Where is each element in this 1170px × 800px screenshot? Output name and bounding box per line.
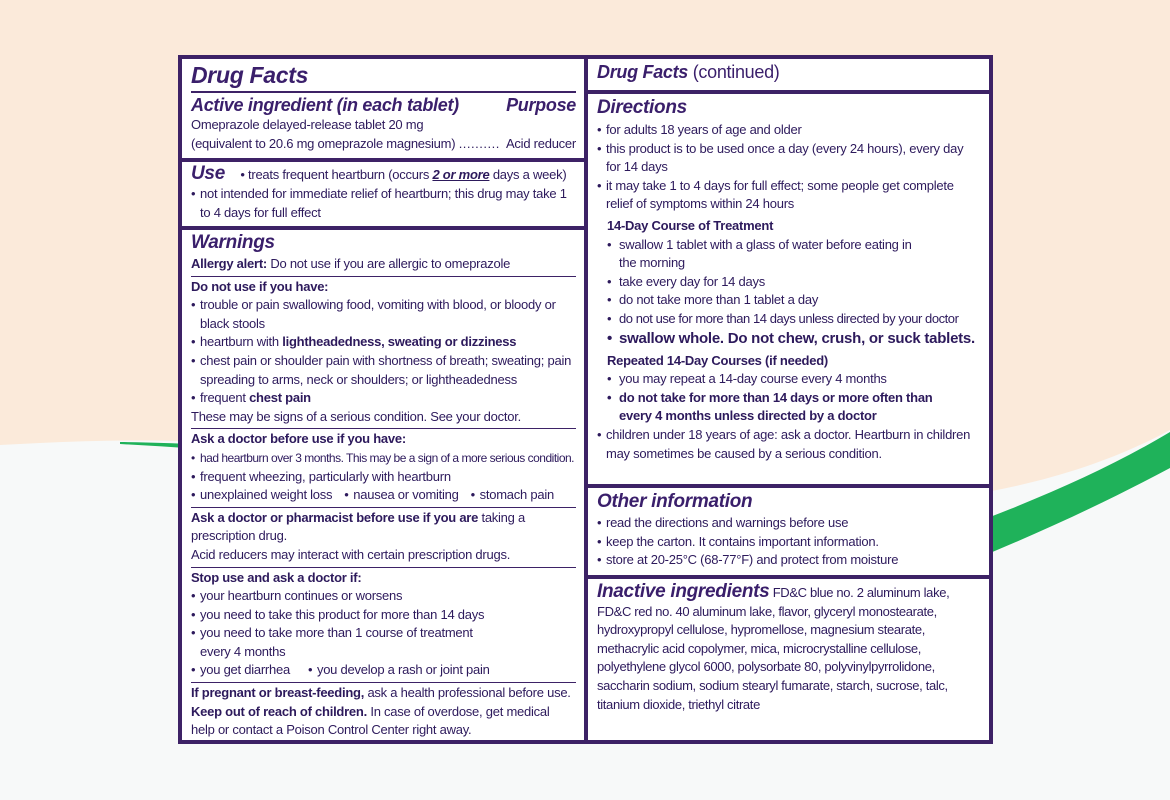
directions-item: • for adults 18 years of age and older xyxy=(597,121,981,140)
drug-facts-label xyxy=(178,55,993,744)
ask-pharmacist-note: Acid reducers may interact with certain prescription drugs. xyxy=(191,546,511,562)
left-column xyxy=(182,59,584,740)
use-item-2: • not intended for immediate relief of heartburn; this drug may take 1 to 4 days for full effect xyxy=(191,185,576,222)
continued-label: (continued) xyxy=(688,62,780,82)
divider xyxy=(191,428,576,429)
purpose-value: Acid reducer xyxy=(506,135,576,151)
use-panel: Use • treats frequent heartburn (occurs 2 or more days a week) • not intended for immediate relief of heartburn; this drug may take 1 to 4 days for full effect xyxy=(182,162,584,226)
course-item: • swallow 1 tablet with a glass of water before eating in the morning xyxy=(607,236,981,273)
directions-heading: Directions xyxy=(597,97,687,118)
active-ingredient-line2: (equivalent to 20.6 mg omeprazole magnesium) xyxy=(191,135,456,151)
use-heading: Use xyxy=(191,163,225,184)
allergy-alert: Allergy alert: Do not use if you are allergic to omeprazole xyxy=(191,256,511,271)
ask-doctor-item: • stomach pain xyxy=(471,486,554,505)
pregnancy-warning: If pregnant or breast-feeding, ask a health professional before use. xyxy=(191,685,571,701)
use-item-1: treats frequent heartburn (occurs 2 or more days a week) xyxy=(248,167,567,182)
course-item: • do not use for more than 14 days unless directed by your doctor xyxy=(607,310,981,329)
divider xyxy=(191,682,576,683)
stop-use-heading: Stop use and ask a doctor if: xyxy=(191,569,362,585)
inactive-ingredients: Inactive ingredients FD&C blue no. 2 aluminum lake, FD&C red no. 40 aluminum lake, flavor, glyceryl monostearate, hydroxypropyl cellulose, hypromellose, magnesium stearate, methacrylic acid copolymer, mica, microcrystalline cellulose, polyethylene glycol 6000, polysorbate 80, polyvinylpyrrolidone, saccharin sodium, sodium stearyl fumarate, starch, sucrose, talc, titanium dioxide, triethyl citrate xyxy=(597,581,950,712)
ask-doctor-heading: Ask a doctor before use if you have: xyxy=(191,431,406,447)
course-item-swallow-whole: • swallow whole. Do not chew, crush, or suck tablets. xyxy=(607,329,981,349)
stop-use-item: • you develop a rash or joint pain xyxy=(308,661,490,680)
right-column xyxy=(588,59,989,740)
directions-item: • it may take 1 to 4 days for full effect; some people get complete relief of symptoms within 24 hours xyxy=(597,177,981,214)
divider xyxy=(191,276,576,277)
warnings-heading: Warnings xyxy=(191,232,275,253)
do-not-use-item: • heartburn with lightheadedness, sweating or dizziness xyxy=(191,333,576,352)
active-ingredient-panel xyxy=(182,59,584,158)
stop-use-item: • you need to take more than 1 course of treatment every 4 months xyxy=(191,624,576,661)
course-item: • take every day for 14 days xyxy=(607,273,981,292)
do-not-use-note: These may be signs of a serious condition. See your doctor. xyxy=(191,408,521,424)
do-not-use-item: • trouble or pain swallowing food, vomiting with blood, or bloody or black stools xyxy=(191,296,576,333)
do-not-use-heading: Do not use if you have: xyxy=(191,278,329,294)
stop-use-item: • you need to take this product for more than 14 days xyxy=(191,606,576,625)
ask-doctor-item: • unexplained weight loss xyxy=(191,486,332,505)
other-information-panel xyxy=(588,488,989,575)
warnings-panel xyxy=(182,230,584,740)
repeat-item: • you may repeat a 14-day course every 4 months xyxy=(607,370,981,389)
repeat-heading: Repeated 14-Day Courses (if needed) xyxy=(607,352,828,368)
directions-item: • this product is to be used once a day (every 24 hours), every day for 14 days xyxy=(597,140,981,177)
stop-use-item: • you get diarrhea xyxy=(191,661,290,680)
directions-panel xyxy=(588,94,989,484)
inactive-ingredients-panel xyxy=(588,579,989,740)
drug-facts-title: Drug Facts xyxy=(191,62,309,88)
ask-doctor-item: • had heartburn over 3 months. This may be a sign of a more serious condition. xyxy=(191,449,576,468)
other-information-heading: Other information xyxy=(597,491,753,512)
divider xyxy=(191,91,576,93)
continued-header-panel xyxy=(588,59,989,90)
other-info-item: • store at 20-25°C (68-77°F) and protect from moisture xyxy=(597,551,981,570)
divider xyxy=(191,567,576,568)
directions-item: • children under 18 years of age: ask a doctor. Heartburn in children may sometimes be caused by a serious condition. xyxy=(597,426,981,463)
ask-pharmacist: Ask a doctor or pharmacist before use if you are taking a prescription drug. xyxy=(191,509,525,544)
ask-doctor-item: • frequent wheezing, particularly with heartburn xyxy=(191,468,576,487)
divider xyxy=(191,507,576,508)
stop-use-item: • your heartburn continues or worsens xyxy=(191,587,576,606)
course-item: • do not take more than 1 tablet a day xyxy=(607,291,981,310)
active-ingredient-line1: Omeprazole delayed-release tablet 20 mg xyxy=(191,117,424,132)
keep-out-of-reach: Keep out of reach of children. In case of overdose, get medical help or contact a Poison Control Center right away. xyxy=(191,703,550,738)
other-info-item: • keep the carton. It contains important information. xyxy=(597,533,981,552)
do-not-use-item: • chest pain or shoulder pain with shortness of breath; sweating; pain spreading to arms, neck or shoulders; or lightheadedness xyxy=(191,352,576,389)
ask-doctor-item: • nausea or vomiting xyxy=(344,486,458,505)
course-heading: 14-Day Course of Treatment xyxy=(607,217,774,233)
active-ingredient-heading: Active ingredient (in each tablet) xyxy=(191,95,459,115)
other-info-item: • read the directions and warnings before use xyxy=(597,514,981,533)
repeat-item: • do not take for more than 14 days or more often than every 4 months unless directed by a doctor xyxy=(607,389,981,426)
drug-facts-continued-title: Drug Facts xyxy=(597,62,689,82)
leader-dots: .......... xyxy=(458,135,500,151)
do-not-use-item: • frequent chest pain xyxy=(191,389,576,408)
purpose-heading: Purpose xyxy=(506,95,576,115)
